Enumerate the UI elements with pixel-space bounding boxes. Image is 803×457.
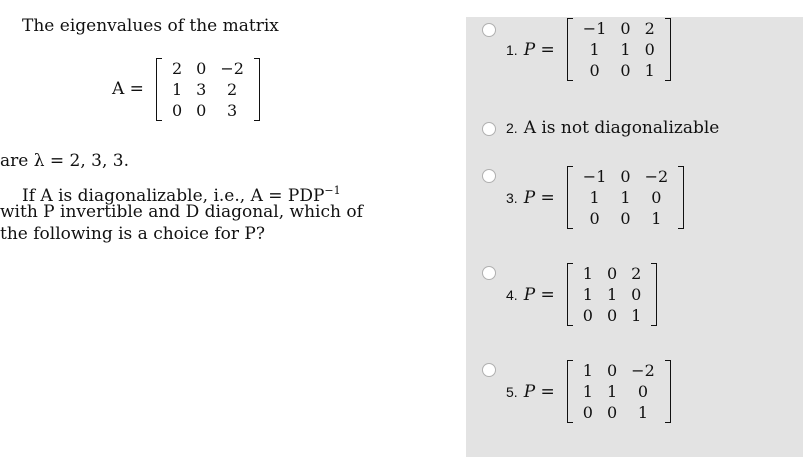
- option-3[interactable]: [506, 166, 684, 229]
- cell: 0: [196, 59, 207, 78]
- option-4-number: 4.: [506, 286, 518, 303]
- cell: −1: [582, 19, 607, 38]
- cell: 0: [644, 40, 655, 59]
- cell: 0: [606, 403, 618, 422]
- cell: 1: [582, 382, 593, 401]
- cell: 0: [620, 209, 631, 228]
- cell: 0: [582, 403, 593, 422]
- diagonalizable-text: If A is diagonalizable, i.e., A = PDP: [22, 186, 325, 206]
- option-1[interactable]: [506, 18, 671, 81]
- option-3-label: P =: [523, 187, 555, 208]
- matrix-A-brackets: [156, 58, 260, 121]
- inverse-exponent: −1: [324, 184, 341, 197]
- option-2-radio[interactable]: [482, 122, 496, 136]
- cell: 1: [606, 382, 618, 401]
- option-2-text: A is not diagonalizable: [523, 118, 720, 138]
- option-1-number: 1.: [506, 41, 518, 58]
- option-3-number: 3.: [506, 189, 518, 206]
- cell: 1: [620, 188, 631, 207]
- cell: −2: [644, 167, 669, 186]
- option-5-number: 5.: [506, 383, 518, 400]
- cell: 0: [620, 167, 631, 186]
- option-3-matrix: [567, 166, 684, 229]
- question-intro: The eigenvalues of the matrix: [22, 16, 279, 36]
- cell: 0: [589, 61, 600, 80]
- cell: 0: [637, 382, 649, 401]
- cell: −1: [582, 167, 607, 186]
- cell: 0: [589, 209, 600, 228]
- cell: 1: [631, 306, 642, 325]
- cell: 0: [620, 61, 631, 80]
- cell: 0: [631, 285, 642, 304]
- cell: 2: [171, 59, 183, 78]
- cell: 0: [606, 264, 618, 283]
- option-1-matrix: [567, 18, 671, 81]
- eigenvalues-line: are λ = 2, 3, 3.: [0, 151, 130, 171]
- cell: 1: [582, 264, 593, 283]
- condition-line: with P invertible and D diagonal, which of: [0, 202, 363, 222]
- cell: 1: [582, 285, 593, 304]
- cell: −2: [631, 361, 655, 380]
- option-5-matrix: [567, 360, 671, 423]
- cell: 1: [606, 285, 618, 304]
- option-4-radio[interactable]: [482, 266, 496, 280]
- option-1-label: P =: [523, 39, 555, 60]
- cell: 1: [589, 40, 600, 59]
- option-2[interactable]: [506, 118, 719, 138]
- cell: 0: [196, 101, 207, 120]
- cell: 1: [651, 209, 662, 228]
- option-4[interactable]: [506, 263, 657, 326]
- cell: 2: [644, 19, 655, 38]
- cell: 0: [171, 101, 183, 120]
- cell: 1: [620, 40, 631, 59]
- cell: 1: [637, 403, 649, 422]
- option-4-label: P =: [523, 284, 555, 305]
- option-5-label: P =: [523, 381, 555, 402]
- cell: 0: [606, 361, 618, 380]
- question-line: the following is a choice for P?: [0, 224, 265, 244]
- matrix-A: [112, 58, 260, 121]
- option-5[interactable]: [506, 360, 671, 423]
- cell: 3: [227, 101, 238, 120]
- cell: 1: [644, 61, 655, 80]
- cell: 1: [589, 188, 600, 207]
- cell: 1: [171, 80, 183, 99]
- option-2-number: 2.: [506, 120, 518, 136]
- cell: 0: [582, 306, 593, 325]
- cell: 0: [651, 188, 662, 207]
- cell: −2: [220, 59, 244, 78]
- option-1-radio[interactable]: [482, 23, 496, 37]
- cell: 2: [227, 80, 238, 99]
- cell: 0: [606, 306, 618, 325]
- option-5-radio[interactable]: [482, 363, 496, 377]
- cell: 3: [196, 80, 207, 99]
- cell: 1: [582, 361, 593, 380]
- matrix-A-label: A =: [112, 79, 144, 99]
- option-4-matrix: [567, 263, 658, 326]
- option-3-radio[interactable]: [482, 169, 496, 183]
- answer-options-panel: [466, 17, 803, 457]
- cell: 0: [620, 19, 631, 38]
- cell: 2: [631, 264, 642, 283]
